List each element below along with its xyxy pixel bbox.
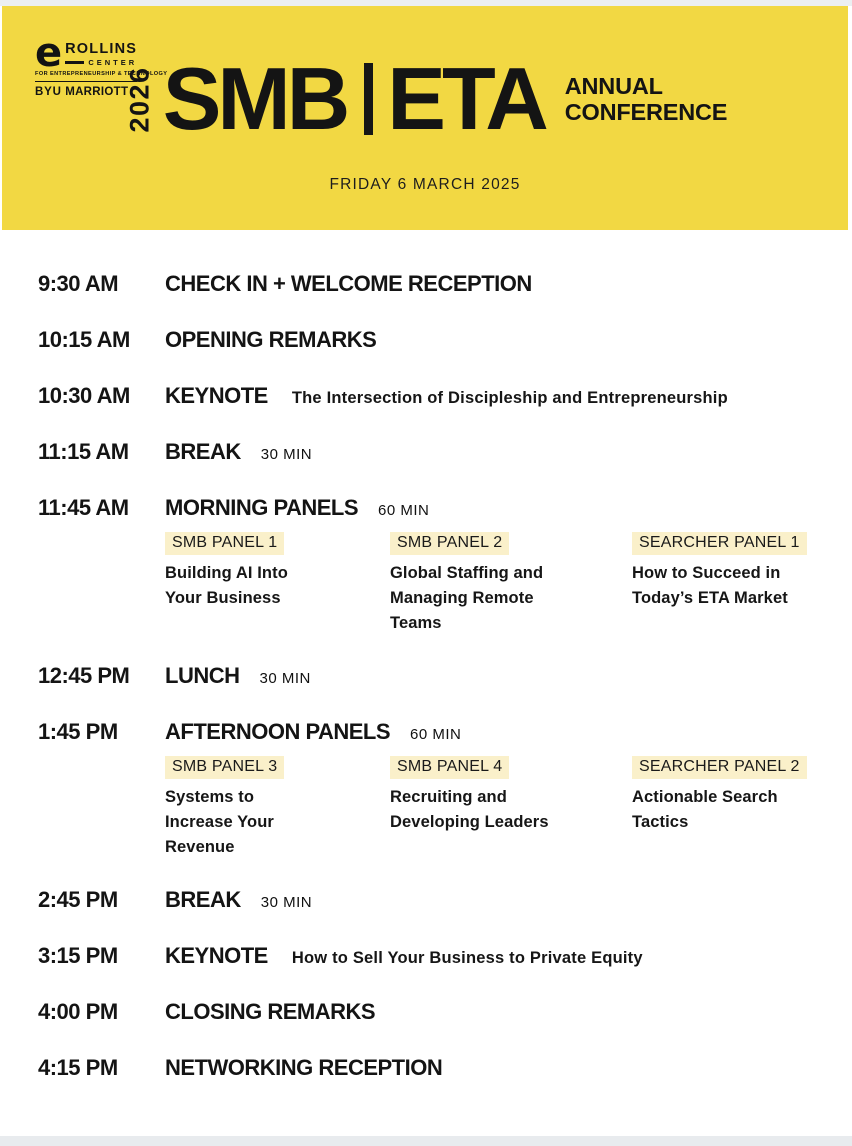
event-title: BREAK [165,439,241,464]
conference-header [2,6,848,230]
schedule-row-morning-panels [38,496,852,636]
schedule-row-networking-reception [38,1056,852,1080]
panel-title: Global Staffing and Managing Remote Teams [390,564,544,632]
panel-label: SMB PANEL 3 [165,756,284,779]
event-title: LUNCH [165,663,240,688]
event-title: MORNING PANELS [165,495,359,520]
panel-label: SEARCHER PANEL 2 [632,756,807,779]
event-detail: How to Sell Your Business to Private Equity [291,949,643,967]
event-time: 11:45 AM [38,495,129,520]
schedule-row-break-pm [38,888,852,912]
title-smb: SMB [162,49,347,148]
event-time: 2:45 PM [38,887,118,912]
event-time: 10:30 AM [38,383,130,408]
event-duration: 30 MIN [260,894,313,911]
schedule-row-lunch [38,664,852,688]
morning-panels-grid [165,532,852,636]
event-time: 4:15 PM [38,1055,118,1080]
event-time: 4:00 PM [38,999,118,1024]
panel-smb-3 [165,756,390,860]
panel-title: Recruiting and Developing Leaders [390,788,549,831]
event-time: 9:30 AM [38,271,119,296]
page-bottom-edge [0,1136,852,1146]
schedule-row-opening-remarks [38,328,852,352]
panel-smb-2 [390,532,632,636]
event-title: OPENING REMARKS [165,327,377,352]
conference-year-box [123,54,157,144]
title-eta: ETA [387,49,545,148]
logo-tagline: FOR ENTREPRENEURSHIP & TECHNOLOGY [35,71,168,77]
event-detail: The Intersection of Discipleship and Entrepreneurship [291,389,728,407]
panel-label: SMB PANEL 4 [390,756,509,779]
event-duration: 60 MIN [410,726,462,743]
panel-title: Building AI Into Your Business [165,564,288,607]
schedule-row-keynote-am [38,384,852,408]
event-time: 12:45 PM [38,663,130,688]
schedule-list [0,230,852,1080]
panel-label: SMB PANEL 2 [390,532,509,555]
panel-label: SEARCHER PANEL 1 [632,532,807,555]
panel-searcher-2 [632,756,852,860]
schedule-row-break-am [38,440,852,464]
title-annual-conference [565,73,728,125]
event-duration: 30 MIN [259,670,311,687]
event-duration: 30 MIN [260,446,313,463]
logo-school-byu: BYU [35,86,62,98]
panel-title: How to Succeed in Today’s ETA Market [632,564,788,607]
event-title: KEYNOTE [165,383,268,408]
event-title: CLOSING REMARKS [165,999,376,1024]
event-title: NETWORKING RECEPTION [165,1055,443,1080]
panel-smb-4 [390,756,632,860]
schedule-row-afternoon-panels [38,720,852,860]
event-duration: 60 MIN [378,502,430,519]
schedule-row-closing-remarks [38,1000,852,1024]
panel-title: Actionable Search Tactics [632,788,778,831]
schedule-row-checkin [38,272,852,296]
event-time: 1:45 PM [38,719,118,744]
panel-label: SMB PANEL 1 [165,532,284,555]
rollins-e-logo-mark: e [35,30,63,76]
event-title: AFTERNOON PANELS [165,719,391,744]
afternoon-panels-grid [165,756,852,860]
panel-searcher-1 [632,532,852,636]
subtitle-annual: ANNUAL [564,73,663,99]
logo-school-marriott: MARRIOTT [65,86,129,98]
logo-center-label: CENTER [88,58,138,67]
title-divider-bar [364,63,373,135]
event-time: 11:15 AM [38,439,129,464]
event-title: CHECK IN + WELCOME RECEPTION [165,271,532,296]
schedule-row-keynote-pm [38,944,852,968]
conference-date: FRIDAY 6 MARCH 2025 [329,176,521,193]
event-title: BREAK [165,887,241,912]
event-title: KEYNOTE [165,943,268,968]
logo-name: ROLLINS [65,41,138,57]
subtitle-conference: CONFERENCE [564,99,728,125]
conference-year: 2026 [124,65,155,133]
panel-smb-1 [165,532,390,636]
panel-title: Systems to Increase Your Revenue [165,788,274,856]
event-time: 10:15 AM [38,327,130,352]
event-time: 3:15 PM [38,943,118,968]
